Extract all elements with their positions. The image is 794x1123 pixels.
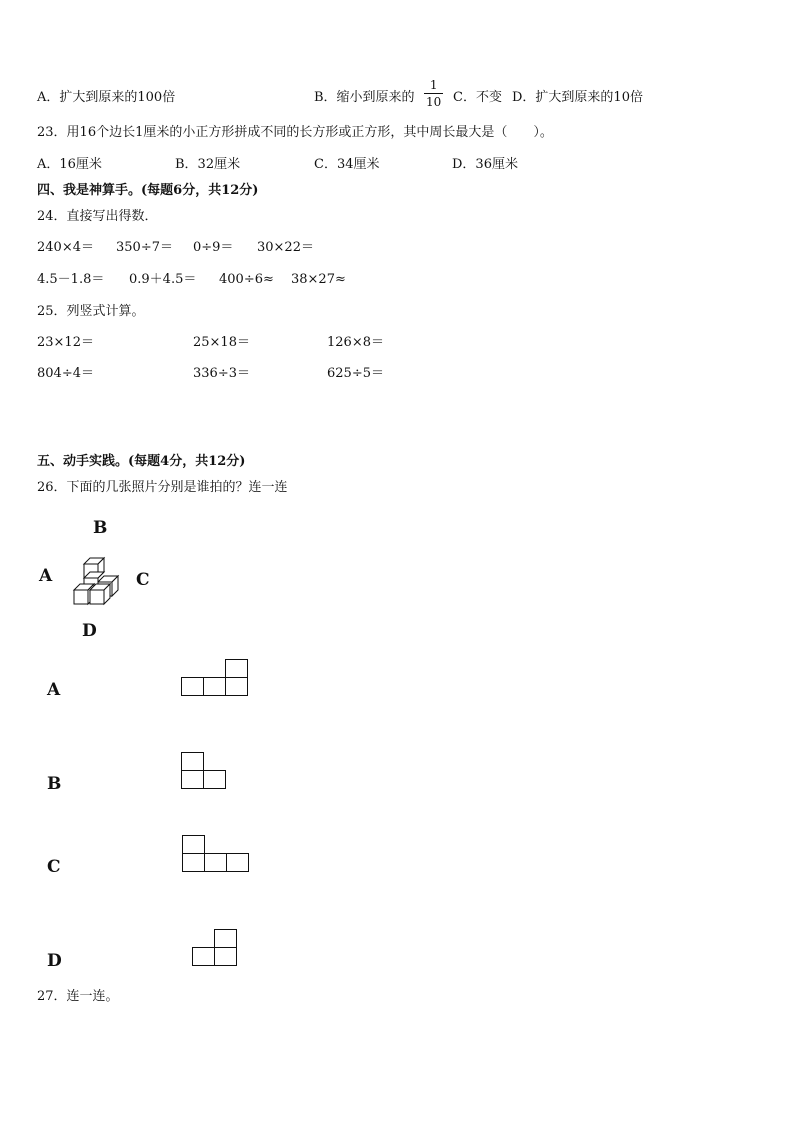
- q25-row1-item: 126×8＝: [327, 335, 384, 350]
- view-square: [182, 853, 205, 872]
- q25-row2-item: 625÷5＝: [327, 366, 384, 381]
- view-square: [225, 677, 248, 696]
- q24-row2-item: 38×27≈: [291, 272, 346, 287]
- q24-row2-item: 4.5－1.8＝: [37, 272, 105, 287]
- q23-option-d: D．36厘米: [452, 157, 518, 172]
- view-square: [226, 853, 249, 872]
- q24-row1-item: 350÷7＝: [116, 240, 173, 255]
- q25-row1-item: 25×18＝: [193, 335, 250, 350]
- view-square: [192, 947, 215, 966]
- view-square: [182, 835, 205, 854]
- q22-fraction: [424, 79, 443, 108]
- viewpoint-label-top: B: [93, 518, 108, 538]
- view-square: [203, 677, 226, 696]
- q24-title: 24．直接写出得数．: [37, 209, 158, 224]
- section4-heading: 四、我是神算手。(每题6分，共12分): [37, 183, 259, 198]
- view-square: [181, 752, 204, 771]
- q24-row1-item: 240×4＝: [37, 240, 94, 255]
- view-square: [203, 770, 226, 789]
- fraction-denominator: 10: [426, 95, 442, 109]
- q22-option-d: D．扩大到原来的10倍: [512, 90, 643, 105]
- q26-title: 26．下面的几张照片分别是谁拍的？连一连: [37, 480, 288, 495]
- q25-title: 25．列竖式计算。: [37, 304, 145, 319]
- view-label-c: C: [47, 857, 61, 877]
- view-square: [181, 677, 204, 696]
- q23-question: 23．用16个边长1厘米的小正方形拼成不同的长方形或正方形，其中周长最大是（ ）。: [37, 125, 553, 140]
- q24-row2-item: 400÷6≈: [219, 272, 274, 287]
- q27-title: 27．连一连。: [37, 989, 119, 1004]
- q23-option-b: B．32厘米: [175, 157, 241, 172]
- q24-row1-item: 30×22＝: [257, 240, 314, 255]
- q22-option-c: C．不变: [453, 90, 502, 105]
- cube-stack-diagram: [68, 552, 120, 606]
- fraction-numerator: 1: [429, 78, 438, 92]
- fraction-bar: [424, 93, 443, 94]
- q25-row2-item: 804÷4＝: [37, 366, 94, 381]
- q24-row1-item: 0÷9＝: [193, 240, 234, 255]
- view-label-a: A: [47, 680, 61, 700]
- view-label-b: B: [47, 774, 62, 794]
- view-square: [181, 770, 204, 789]
- view-label-d: D: [47, 951, 62, 971]
- q22-option-b: B．缩小到原来的: [314, 90, 415, 105]
- section5-heading: 五、动手实践。(每题4分，共12分): [37, 454, 246, 469]
- q25-row2-item: 336÷3＝: [193, 366, 250, 381]
- q24-row2-item: 0.9＋4.5＝: [129, 272, 197, 287]
- q23-option-c: C．34厘米: [314, 157, 380, 172]
- q25-row1-item: 23×12＝: [37, 335, 94, 350]
- view-square: [225, 659, 248, 678]
- view-square: [214, 947, 237, 966]
- q22-option-a: A．扩大到原来的100倍: [37, 90, 176, 105]
- viewpoint-label-right: C: [136, 570, 150, 590]
- viewpoint-label-bottom: D: [82, 621, 97, 641]
- view-square: [204, 853, 227, 872]
- view-square: [214, 929, 237, 948]
- viewpoint-label-left: A: [39, 566, 53, 586]
- q23-option-a: A．16厘米: [37, 157, 102, 172]
